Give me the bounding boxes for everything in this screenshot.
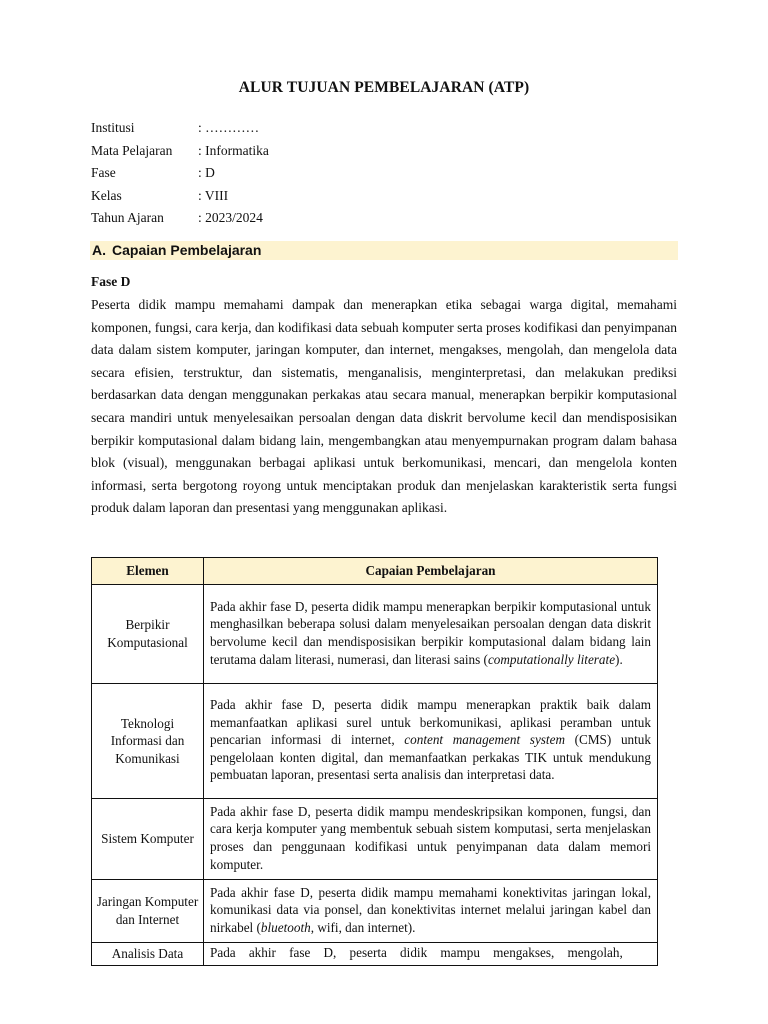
table-row <box>92 585 658 684</box>
header-elemen: Elemen <box>92 558 204 585</box>
description-text: Pada akhir fase D, peserta didik mampu mendeskripsikan komponen, fungsi, dan cara kerja komputer yang membentuk sebuah sistem komputasi, serta menjelaskan proses dan penggunaan kodifikasi untuk penyimpanan data dalam memori komputer. <box>210 803 651 872</box>
description-cell <box>204 880 658 943</box>
meta-label: Mata Pelajaran <box>91 142 173 158</box>
meta-value: : D <box>198 165 215 180</box>
element-cell: Analisis Data <box>92 943 204 966</box>
description-italic: bluetooth <box>260 919 311 935</box>
element-cell: Sistem Komputer <box>92 799 204 880</box>
meta-row-tahun-ajaran <box>91 207 269 230</box>
description-cell <box>204 585 658 684</box>
description-italic: content management system <box>404 732 565 748</box>
meta-value: : ………… <box>198 120 260 135</box>
header-capaian: Capaian Pembelajaran <box>204 558 658 585</box>
section-title: Capaian Pembelajaran <box>112 242 262 258</box>
description-text-end: , wifi, dan internet). <box>310 919 416 935</box>
meta-label: Fase <box>91 165 116 180</box>
description-cell <box>204 799 658 880</box>
meta-row-mata-pelajaran <box>91 140 269 163</box>
description-text-end: ). <box>615 651 623 667</box>
table-row <box>92 684 658 799</box>
description-cell <box>204 943 658 966</box>
element-cell: Jaringan Komputer dan Internet <box>92 880 204 943</box>
document-meta <box>91 117 269 230</box>
element-cell: Teknologi Informasi dan Komunikasi <box>92 684 204 799</box>
table-row <box>92 880 658 943</box>
capaian-table <box>91 557 658 966</box>
fase-heading: Fase D <box>91 274 131 289</box>
document-title: ALUR TUJUAN PEMBELAJARAN (ATP) <box>238 79 530 96</box>
meta-value: : 2023/2024 <box>198 210 263 225</box>
meta-label: Tahun Ajaran <box>91 210 164 225</box>
description-cell <box>204 684 658 799</box>
meta-value: : VIII <box>198 187 229 203</box>
description-text: Pada akhir fase D, peserta didik mampu menerapkan praktik baik dalam memanfaatkan aplikasi surel untuk berkomunikasi, aplikasi peramban untuk pencarian informasi di internet, <box>210 697 651 748</box>
meta-row-kelas <box>91 185 269 208</box>
section-number: A. <box>92 242 106 258</box>
description-italic: computationally literate <box>487 651 616 667</box>
meta-label: Kelas <box>91 187 122 203</box>
meta-label: Institusi <box>91 120 135 135</box>
meta-value: : Informatika <box>198 142 269 158</box>
table-header-row <box>92 558 658 585</box>
meta-row-institusi <box>91 117 269 140</box>
table-row <box>92 943 658 966</box>
description-text: Pada akhir fase D, peserta didik mampu menerapkan berpikir komputasional untuk menghasilkan beberapa solusi dalam menyelesaikan persoalan dengan data diskrit bervolume kecil dan mendisposisikan berpikir komputasional dalam bidang lain terutama dalam literasi, numerasi, dan literasi sains ( <box>210 598 651 667</box>
table-row <box>92 799 658 880</box>
meta-row-fase <box>91 162 269 185</box>
description-text: Pada akhir fase D, peserta didik mampu memahami konektivitas jaringan lokal, komunikasi data via ponsel, dan konektivitas internet melalui jaringan kabel dan nirkabel ( <box>210 884 651 935</box>
description-text: Pada akhir fase D, peserta didik mampu mengakses, mengolah, <box>210 945 623 960</box>
section-heading <box>90 241 678 260</box>
description-text-end: (CMS) untuk pengelolaan konten digital, dan memanfaatkan perkakas TIK untuk mendukung pembuatan laporan, presentasi serta analisis dan interpretasi data. <box>210 732 651 783</box>
element-cell: Berpikir Komputasional <box>92 585 204 684</box>
capaian-paragraph: Peserta didik mampu memahami dampak dan menerapkan etika sebagai warga digital, memahami komponen, fungsi, cara kerja, dan kodifikasi data sebuah komputer serta proses kodifikasi dan penyimpanan data dalam sistem komputer, jaringan komputer, dan internet, mengakses, mengolah, dan mengelola data secara efisien, terstruktur, dan sistematis, menganalisis, menginterpretasi, dan melakukan prediksi berdasarkan data dengan menggunakan perkakas atau secara manual, menerapkan berpikir komputasional secara mandiri untuk menyelesaikan persoalan dengan data diskrit bervolume kecil dan mendisposisikan berpikir komputasional dalam bidang lain, mengembangkan atau menyempurnakan program dalam bahasa blok (visual), menggunakan berbagai aplikasi untuk berkomunikasi, mencari, dan mengelola konten informasi, serta bergotong royong untuk menciptakan produk dan menjelaskan karakteristik serta fungsi produk dalam laporan dan presentasi yang menggunakan aplikasi. <box>91 297 677 516</box>
